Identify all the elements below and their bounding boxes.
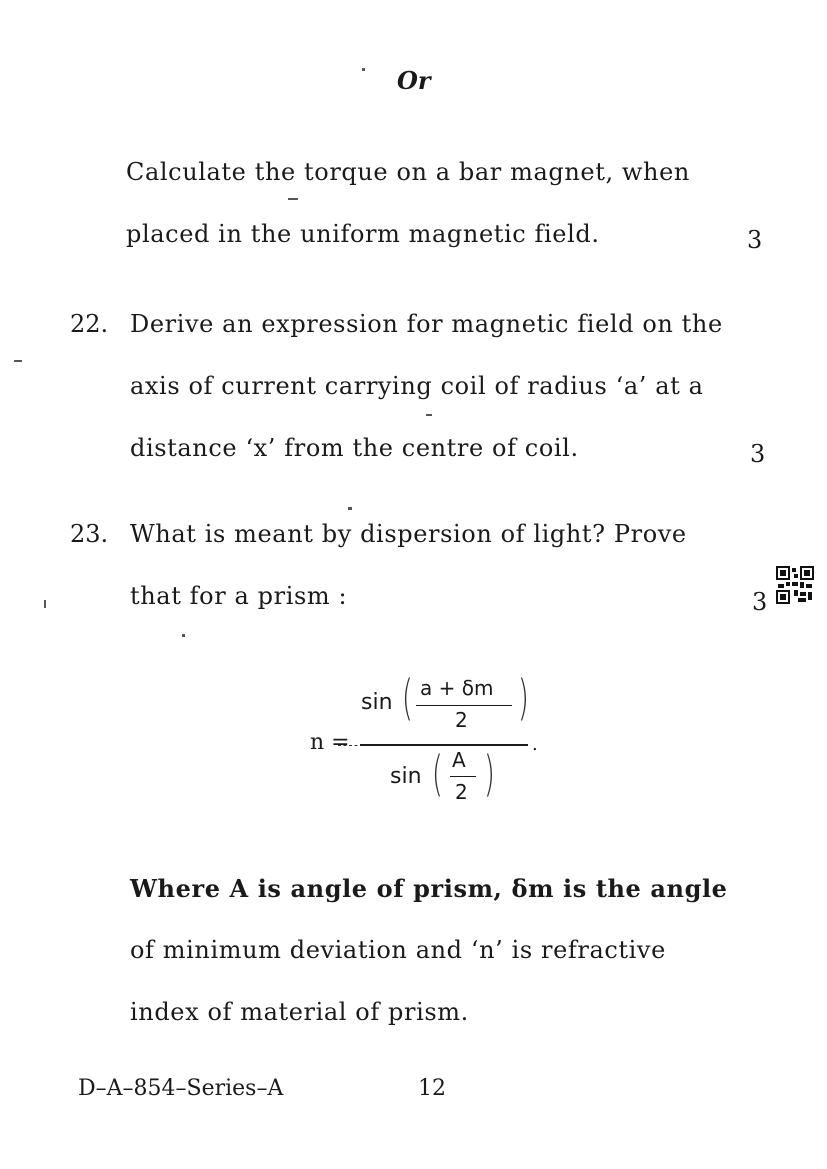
formula-numerator-bottom: 2: [455, 708, 468, 732]
question-22-line-3: distance ‘x’ from the centre of coil.: [130, 434, 579, 462]
explanation-line-3: index of material of prism.: [130, 998, 469, 1026]
formula-lhs: n =: [310, 730, 350, 755]
scan-speck: [426, 414, 432, 416]
formula-numerator-bar: [416, 705, 512, 706]
formula-denominator-top: A: [452, 748, 466, 772]
footer-page-number: 12: [418, 1076, 446, 1101]
formula-denominator-right-paren: ): [483, 746, 495, 802]
scan-speck: [362, 68, 365, 71]
qr-code-icon: [776, 566, 814, 604]
formula-denominator-bar: [450, 776, 476, 777]
alt-question-line-2: placed in the uniform magnetic field.: [126, 220, 600, 248]
question-22-marks: 3: [750, 440, 766, 468]
question-22-line-2: axis of current carrying coil of radius ‘a’ at a: [130, 372, 704, 400]
explanation-line-2: of minimum deviation and ‘n’ is refractive: [130, 936, 666, 964]
alt-question-marks: 3: [747, 226, 763, 254]
formula-numerator-right-paren: ): [517, 670, 529, 726]
formula-denominator-sin: sin: [390, 764, 422, 789]
explanation-line-1: Where A is angle of prism, δm is the angle: [130, 874, 728, 903]
or-heading: Or: [397, 66, 431, 95]
question-23-marks: 3: [752, 588, 768, 616]
formula-numerator-left-paren: (: [401, 670, 413, 726]
formula-main-fraction-bar: [360, 744, 528, 746]
scan-speck: [44, 600, 46, 608]
formula-denominator-left-paren: (: [431, 746, 443, 802]
formula-end-dot: .: [532, 734, 538, 755]
scan-speck: [14, 360, 22, 362]
formula-numerator-top: a + δm: [420, 676, 494, 700]
question-23-line-2: that for a prism :: [130, 582, 348, 610]
scan-speck: [348, 507, 352, 510]
refractive-index-formula: [300, 672, 560, 822]
formula-numerator-sin: sin: [361, 690, 393, 715]
footer-series-code: D–A–854–Series–A: [78, 1076, 284, 1101]
question-23-number: 23.: [70, 520, 109, 548]
question-22-line-1: Derive an expression for magnetic field on the: [130, 310, 723, 338]
scan-speck: [288, 198, 298, 200]
formula-denominator-bottom: 2: [455, 780, 468, 804]
scan-speck: [182, 634, 185, 637]
question-23-line-1: What is meant by dispersion of light? Prove: [130, 520, 687, 548]
question-22-number: 22.: [70, 310, 109, 338]
alt-question-line-1: Calculate the torque on a bar magnet, when: [126, 158, 690, 186]
